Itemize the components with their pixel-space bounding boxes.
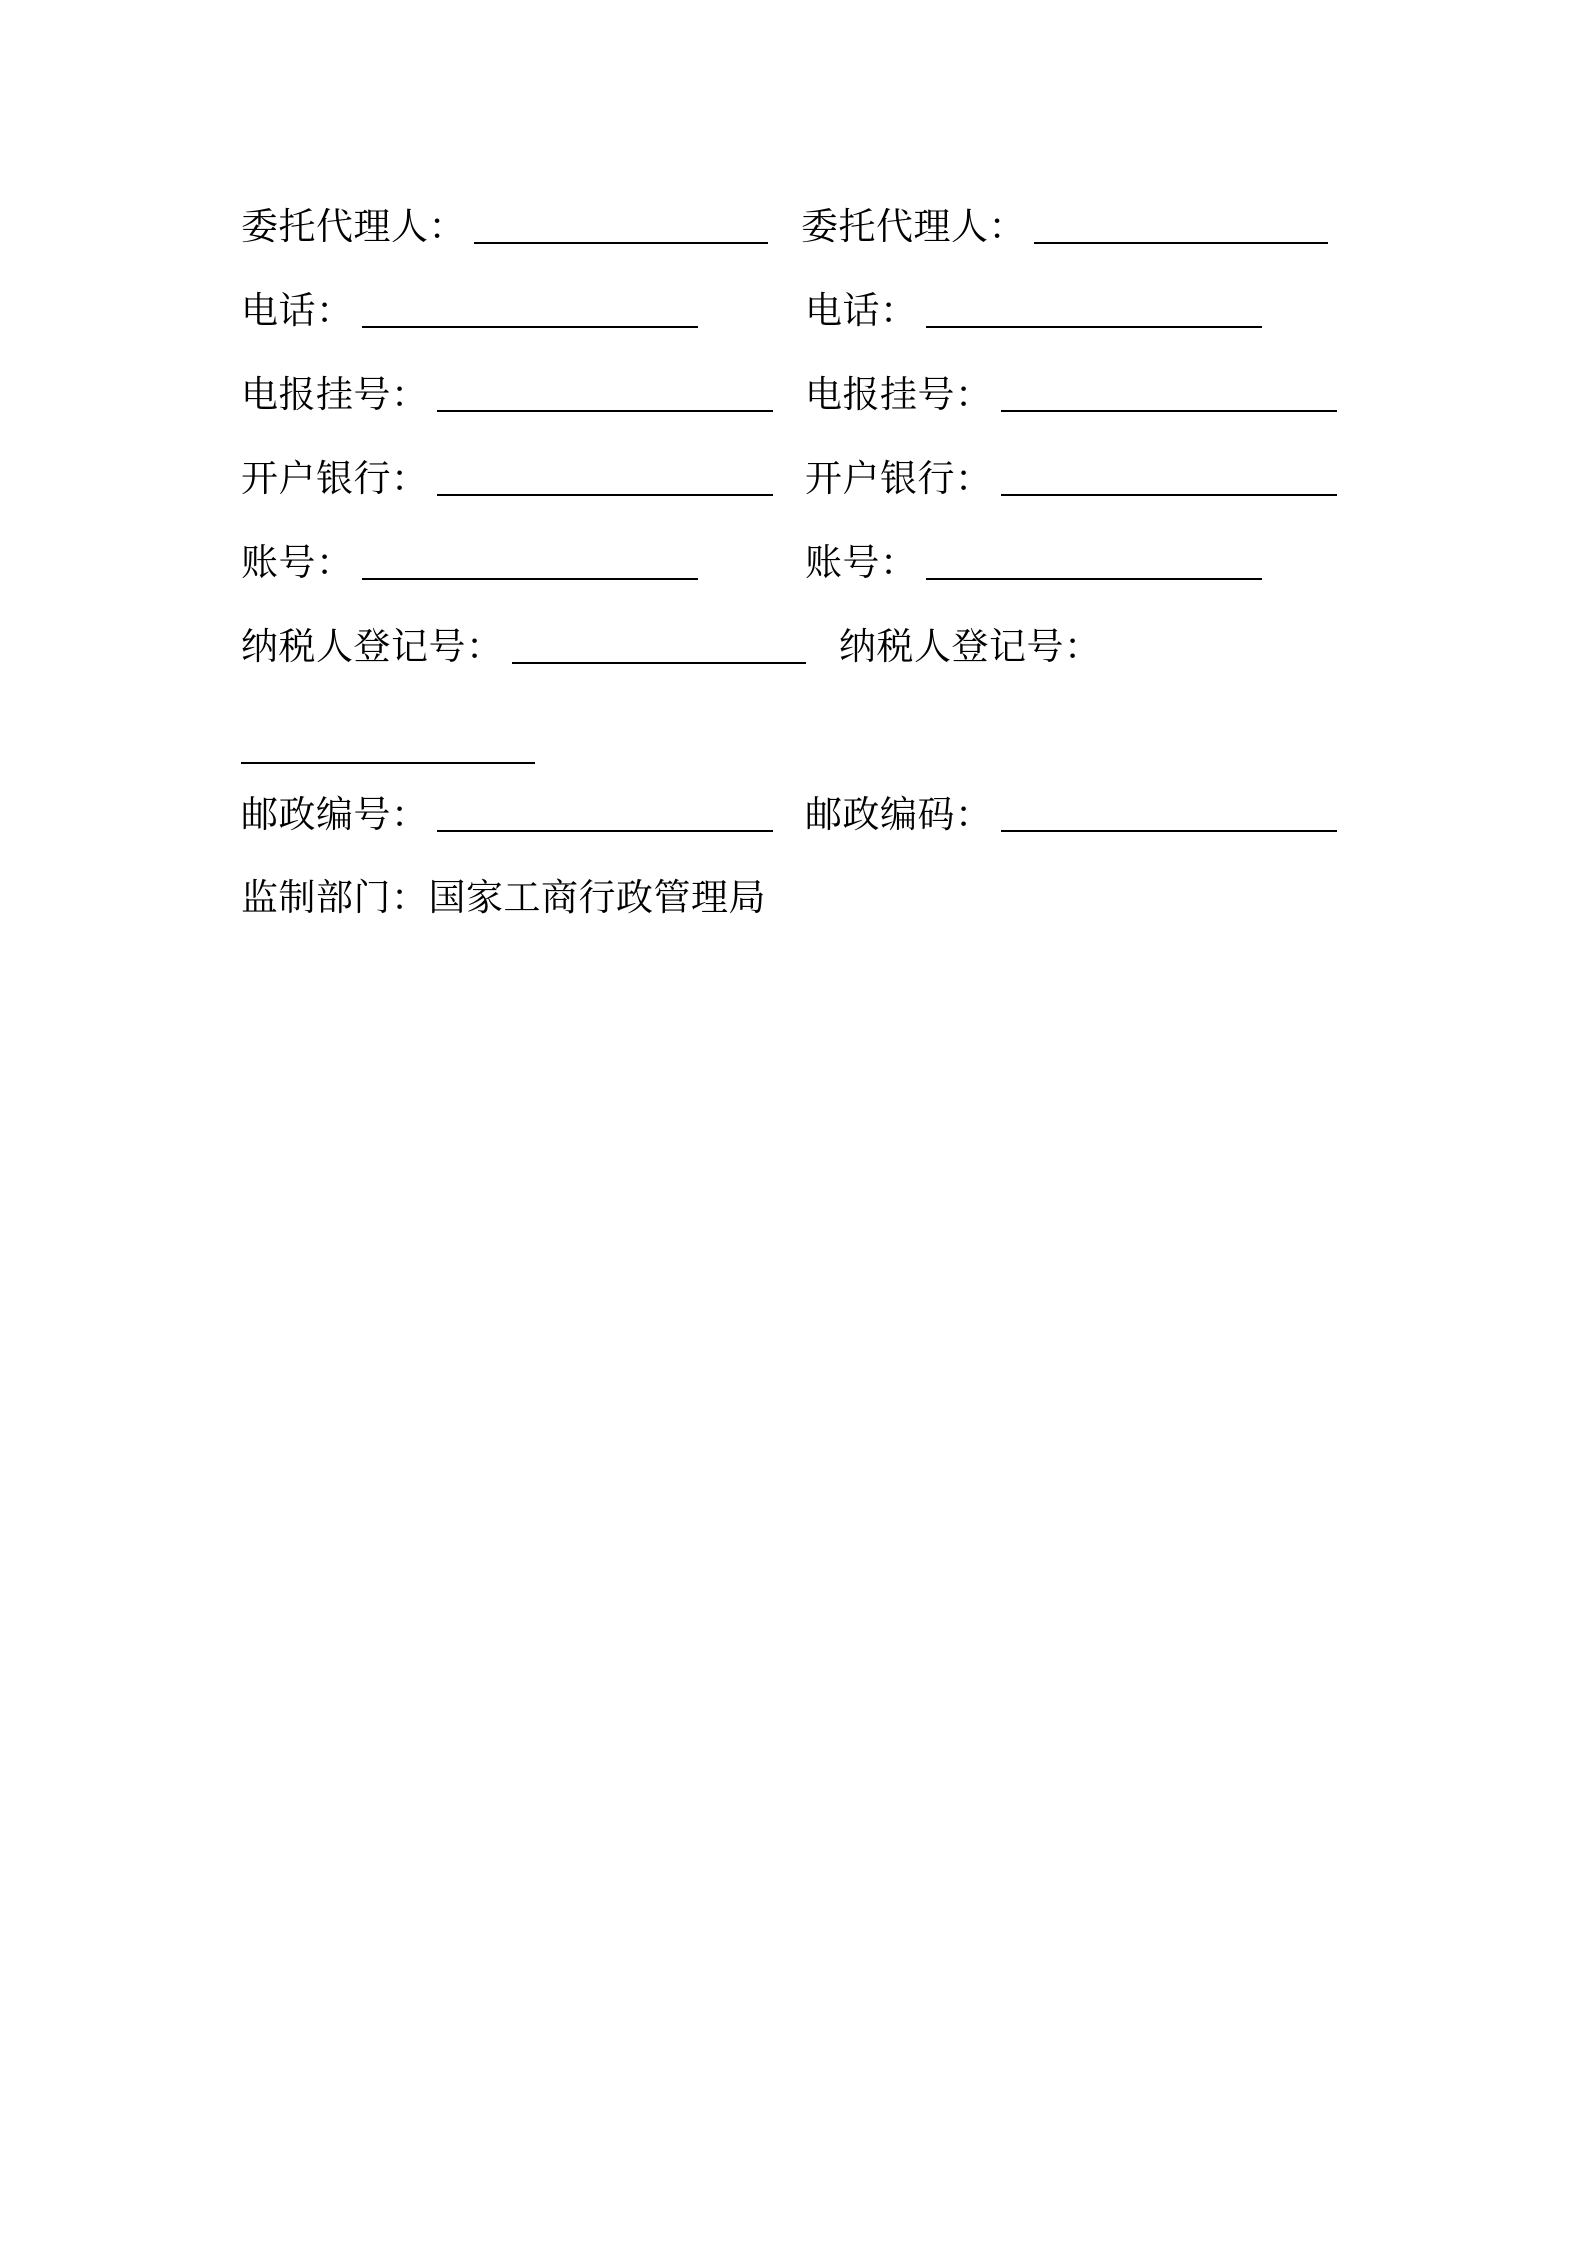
left-telegraph-blank[interactable] xyxy=(437,410,773,412)
left-postal-label: 邮政编号： xyxy=(241,793,429,836)
left-bank-blank[interactable] xyxy=(437,494,773,496)
right-taxpayer-field xyxy=(839,622,1102,672)
right-taxpayer-wrap-field xyxy=(241,722,535,772)
right-agent-blank[interactable] xyxy=(1034,242,1328,244)
right-account-label: 账号： xyxy=(805,541,918,584)
right-phone-field xyxy=(805,286,1262,336)
right-telegraph-blank[interactable] xyxy=(1001,410,1337,412)
right-bank-label: 开户银行： xyxy=(805,457,993,500)
right-postal-label: 邮政编码： xyxy=(805,793,993,836)
left-phone-blank[interactable] xyxy=(362,326,698,328)
left-bank-field xyxy=(241,454,773,504)
right-taxpayer-label: 纳税人登记号： xyxy=(839,625,1102,668)
right-phone-label: 电话： xyxy=(805,289,918,332)
right-telegraph-field xyxy=(805,370,1337,420)
right-postal-blank[interactable] xyxy=(1001,830,1337,832)
left-agent-field xyxy=(241,202,768,252)
right-postal-field xyxy=(805,790,1337,840)
right-agent-label: 委托代理人： xyxy=(801,205,1026,248)
left-postal-blank[interactable] xyxy=(437,830,773,832)
right-account-field xyxy=(805,538,1262,588)
left-agent-label: 委托代理人： xyxy=(241,205,466,248)
left-postal-field xyxy=(241,790,773,840)
right-telegraph-label: 电报挂号： xyxy=(805,373,993,416)
left-phone-field xyxy=(241,286,698,336)
left-taxpayer-label: 纳税人登记号： xyxy=(241,625,504,668)
left-bank-label: 开户银行： xyxy=(241,457,429,500)
left-account-label: 账号： xyxy=(241,541,354,584)
right-bank-field xyxy=(805,454,1337,504)
left-taxpayer-blank[interactable] xyxy=(512,662,806,664)
left-telegraph-label: 电报挂号： xyxy=(241,373,429,416)
right-bank-blank[interactable] xyxy=(1001,494,1337,496)
left-taxpayer-field xyxy=(241,622,806,672)
left-agent-blank[interactable] xyxy=(474,242,768,244)
left-account-blank[interactable] xyxy=(362,578,698,580)
left-telegraph-field xyxy=(241,370,773,420)
right-phone-blank[interactable] xyxy=(926,326,1262,328)
right-agent-field xyxy=(801,202,1328,252)
right-account-blank[interactable] xyxy=(926,578,1262,580)
left-phone-label: 电话： xyxy=(241,289,354,332)
supervision-line: 监制部门：国家工商行政管理局 xyxy=(241,876,766,919)
right-taxpayer-blank[interactable] xyxy=(241,762,535,764)
left-account-field xyxy=(241,538,698,588)
